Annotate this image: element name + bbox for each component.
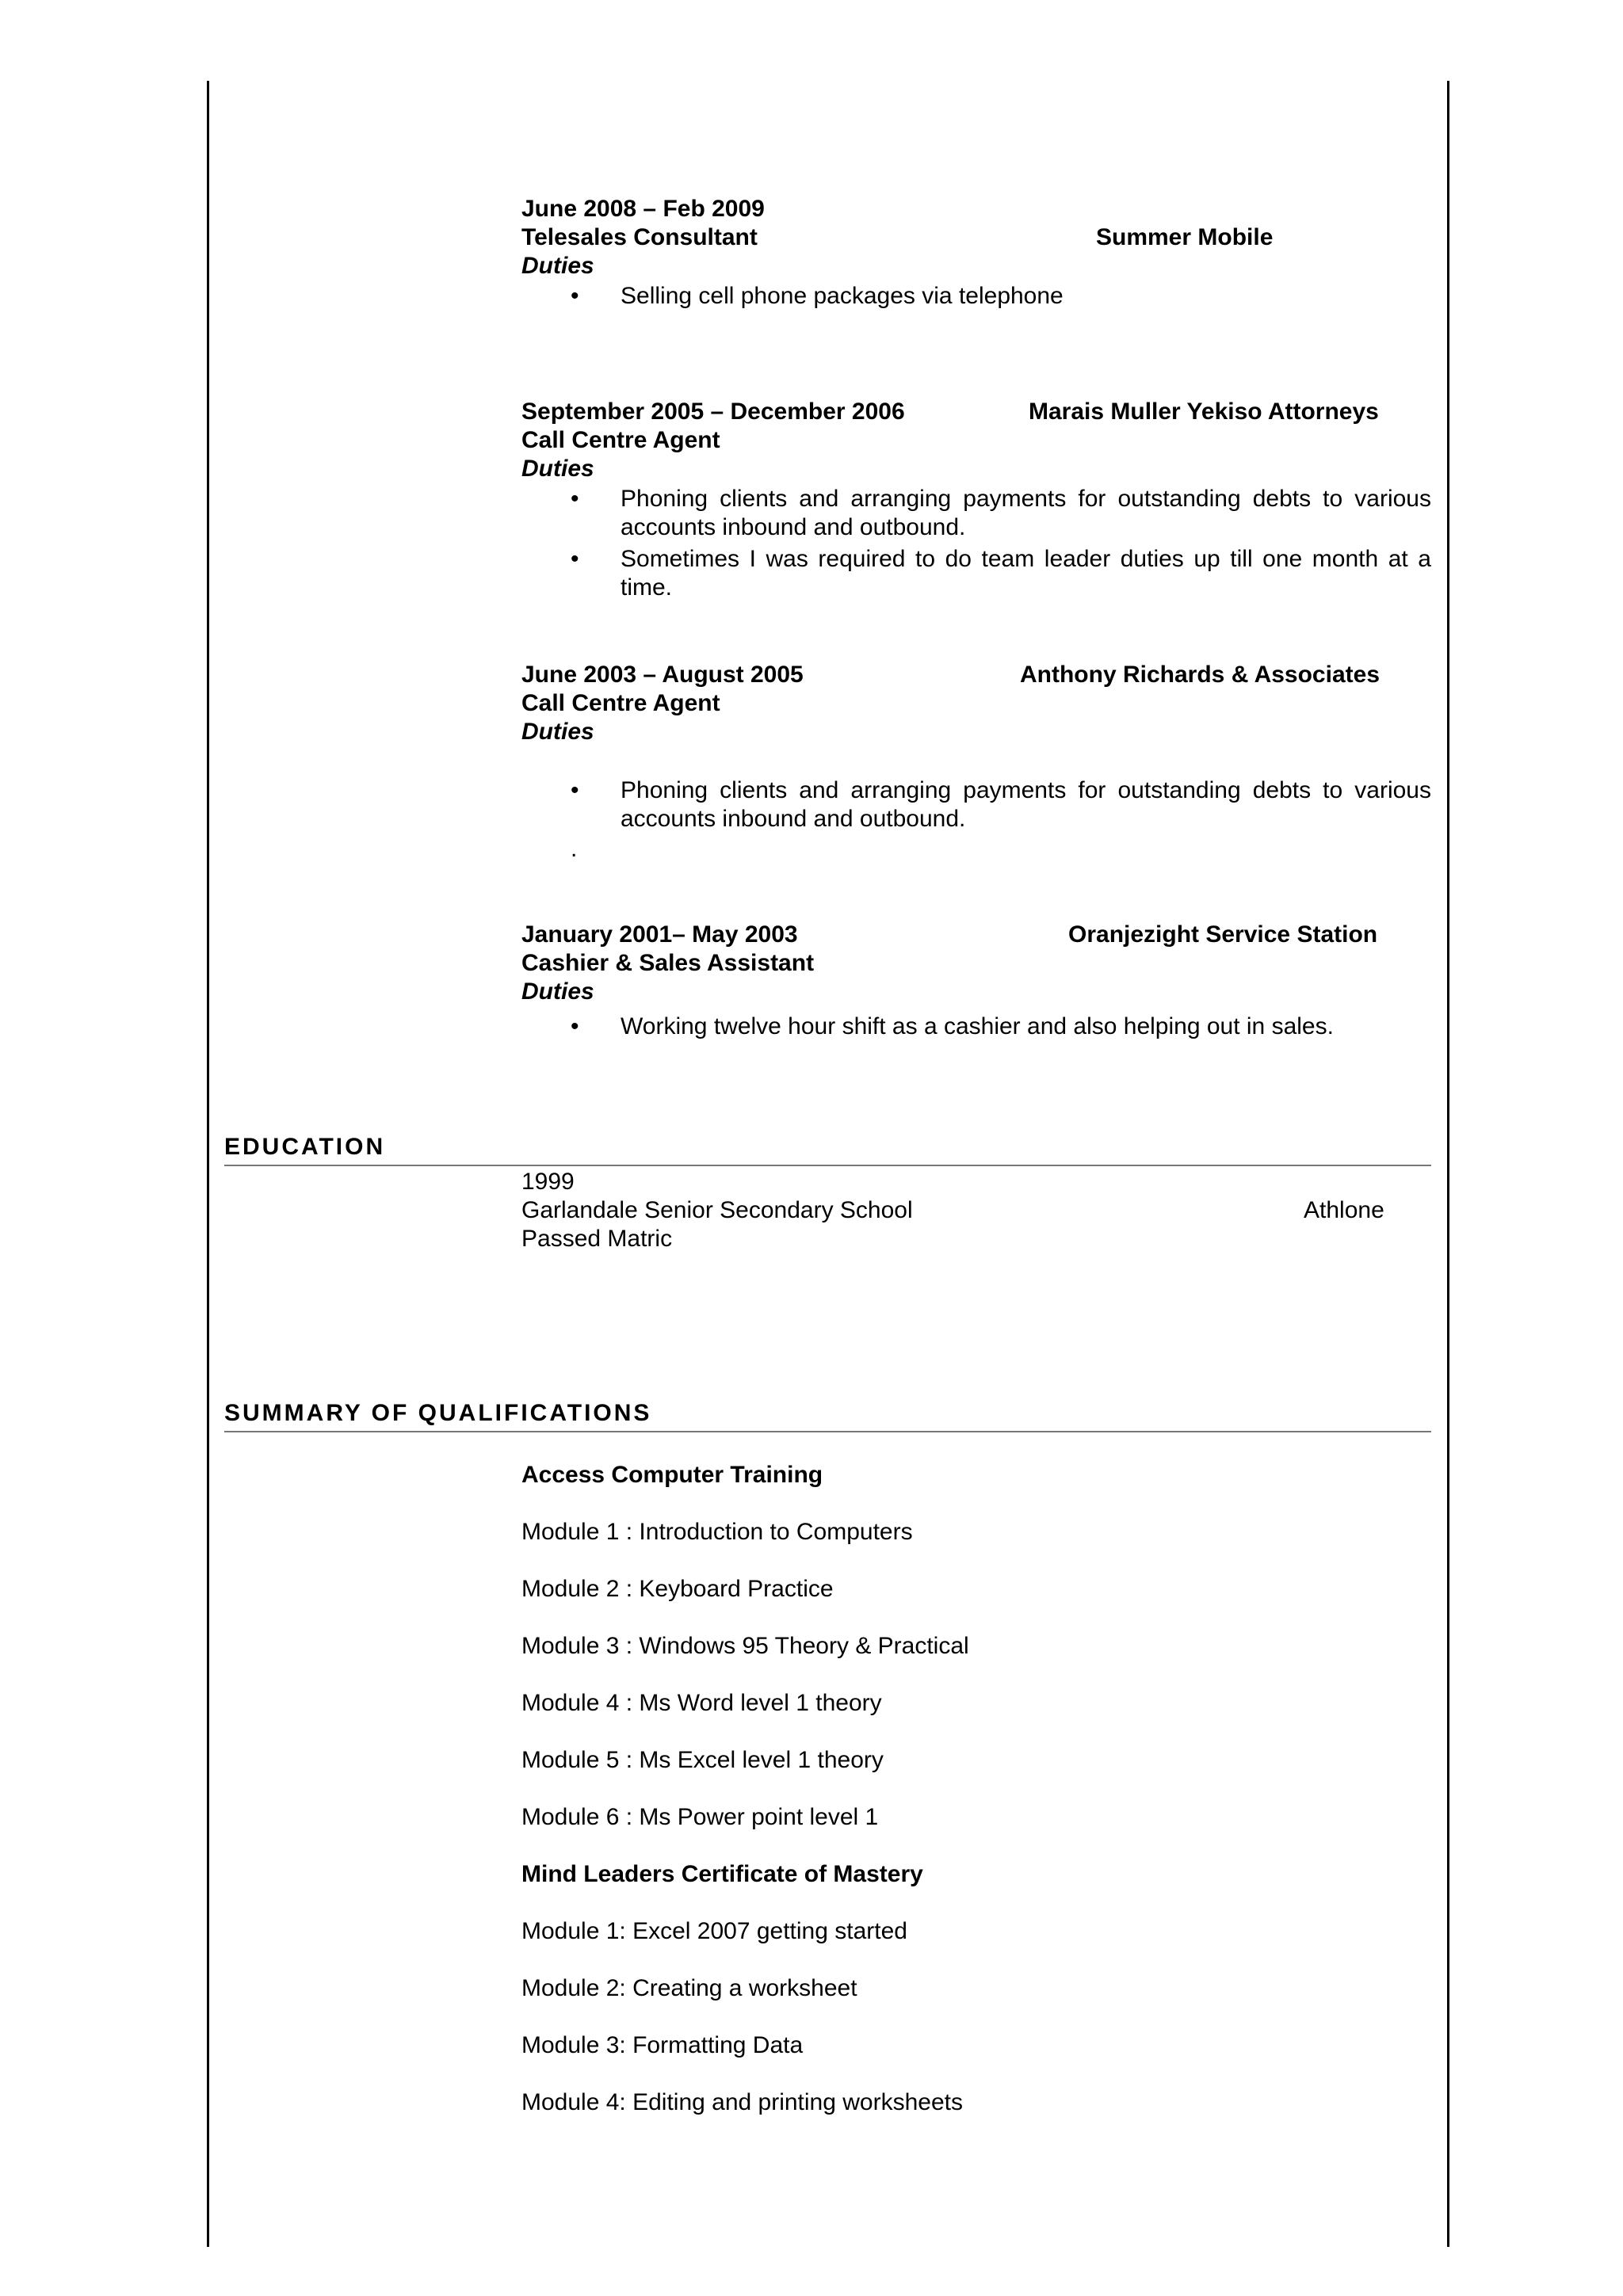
duty-item: Working twelve hour shift as a cashier and also helping out in sales.: [621, 1013, 1334, 1039]
module-item: Module 4 : Ms Word level 1 theory: [521, 1690, 882, 1716]
qualification-group-title: Access Computer Training: [521, 1462, 823, 1488]
job-company: Oranjezight Service Station: [1068, 921, 1378, 948]
education-result: Passed Matric: [521, 1226, 673, 1252]
bullet-icon: •: [571, 546, 579, 572]
duty-item: Sometimes I was required to do team leader duties up till one month at a time.: [621, 546, 1431, 601]
bullet-icon: •: [571, 1013, 579, 1039]
job-dates: June 2008 – Feb 2009: [521, 196, 765, 222]
duties-label: Duties: [521, 978, 594, 1005]
module-item: Module 1 : Introduction to Computers: [521, 1519, 913, 1545]
job-title: Call Centre Agent: [521, 427, 720, 453]
trailing-period: .: [571, 836, 578, 862]
education-year: 1999: [521, 1169, 575, 1195]
section-divider: [224, 1165, 1431, 1166]
job-company: Marais Muller Yekiso Attorneys: [1029, 399, 1379, 425]
job-company: Summer Mobile: [1096, 224, 1274, 250]
job-dates: January 2001– May 2003: [521, 921, 798, 948]
module-item: Module 2: Creating a worksheet: [521, 1975, 857, 2001]
section-heading-qualifications: SUMMARY OF QUALIFICATIONS: [224, 1400, 652, 1426]
job-dates: September 2005 – December 2006: [521, 399, 905, 425]
duty-item: Phoning clients and arranging payments for outstanding debts to various accounts inbound and outbound.: [621, 486, 1431, 540]
duties-label: Duties: [521, 456, 594, 482]
bullet-icon: •: [571, 486, 579, 512]
duties-label: Duties: [521, 253, 594, 279]
section-divider: [224, 1431, 1431, 1432]
section-heading-education: EDUCATION: [224, 1134, 386, 1160]
job-title: Telesales Consultant: [521, 224, 758, 250]
education-school: Garlandale Senior Secondary School: [521, 1197, 913, 1223]
module-item: Module 5 : Ms Excel level 1 theory: [521, 1747, 884, 1773]
page-border-left: [207, 81, 209, 2247]
duties-label: Duties: [521, 719, 594, 745]
module-item: Module 1: Excel 2007 getting started: [521, 1918, 907, 1944]
duty-item: Phoning clients and arranging payments for outstanding debts to various accounts inbound and outbound.: [621, 777, 1431, 832]
page-border-right: [1447, 81, 1449, 2247]
module-item: Module 3 : Windows 95 Theory & Practical: [521, 1633, 969, 1659]
job-dates: June 2003 – August 2005: [521, 662, 804, 688]
qualification-group-title: Mind Leaders Certificate of Mastery: [521, 1861, 923, 1887]
bullet-icon: •: [571, 777, 579, 803]
job-company: Anthony Richards & Associates: [1020, 662, 1380, 688]
module-item: Module 4: Editing and printing worksheets: [521, 2089, 963, 2115]
module-item: Module 2 : Keyboard Practice: [521, 1576, 834, 1602]
bullet-icon: •: [571, 283, 579, 309]
module-item: Module 3: Formatting Data: [521, 2032, 804, 2058]
module-item: Module 6 : Ms Power point level 1: [521, 1804, 879, 1830]
education-location: Athlone: [1304, 1197, 1384, 1223]
job-title: Cashier & Sales Assistant: [521, 950, 815, 976]
duty-item: Selling cell phone packages via telephone: [621, 283, 1064, 309]
job-title: Call Centre Agent: [521, 690, 720, 716]
